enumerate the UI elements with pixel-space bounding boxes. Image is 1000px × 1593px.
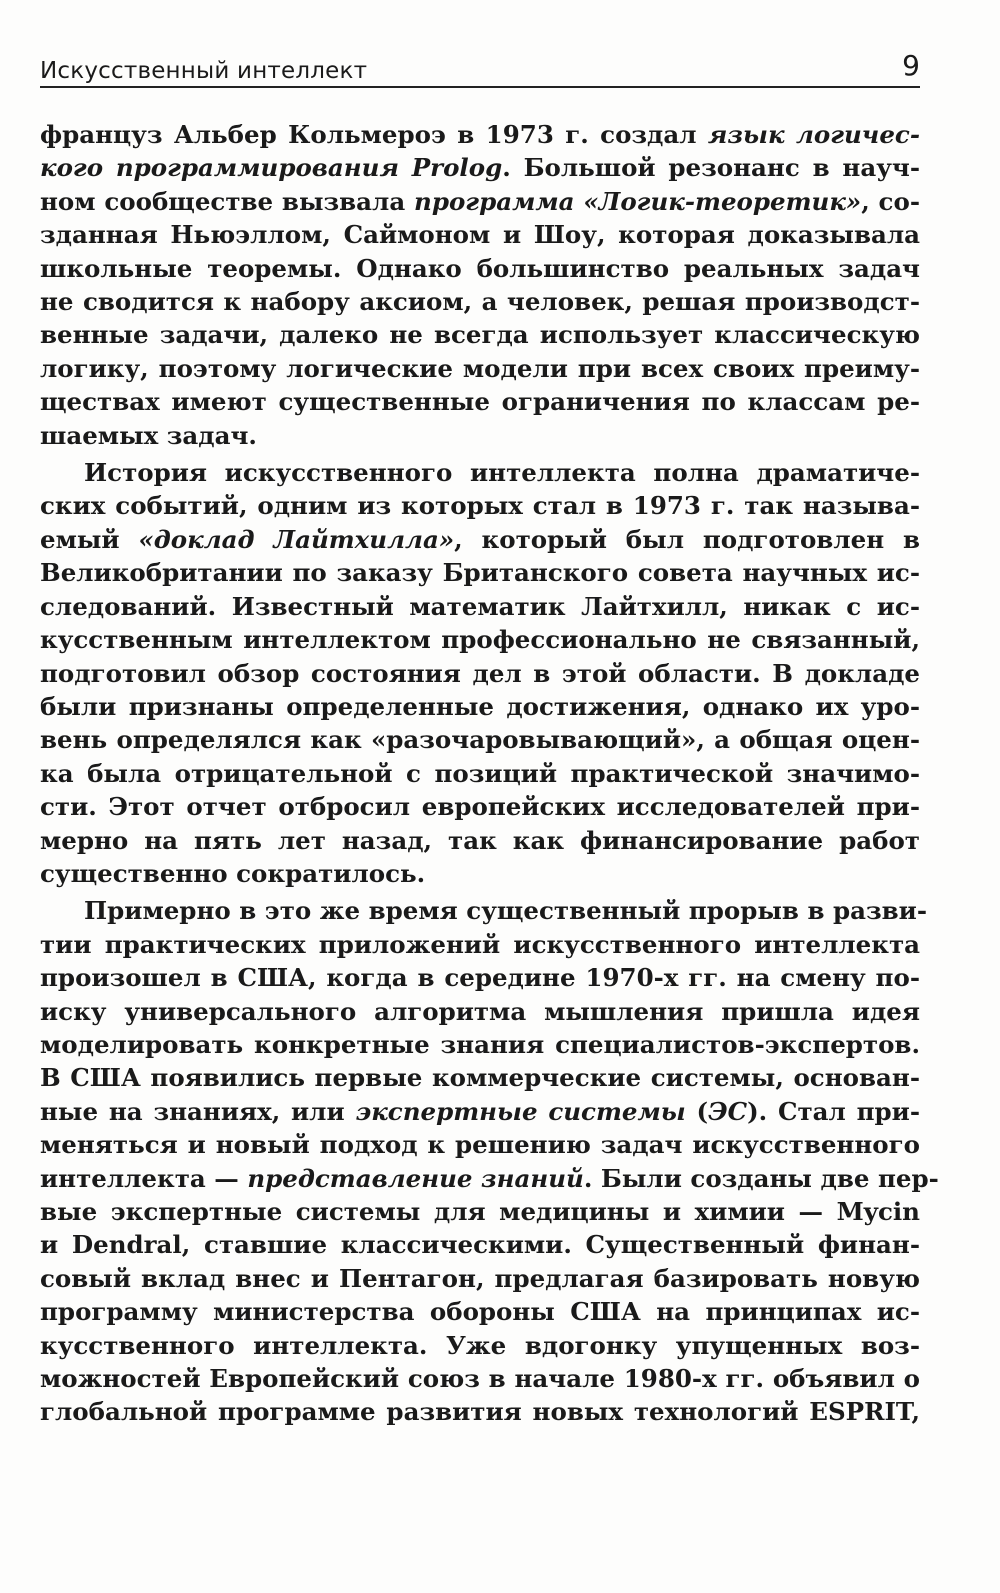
text-line: существенно сократилось. (40, 858, 426, 888)
page-number: 9 (902, 49, 920, 82)
paragraph (40, 456, 920, 890)
header-title: Искусственный интеллект (40, 58, 368, 84)
text-line: и Dendral, ставшие классическими. Существенный финан- (40, 1230, 920, 1260)
italic-term: ЭС (708, 1096, 748, 1126)
text-line: логику, поэтому логические модели при всех своих преиму- (40, 353, 920, 383)
text-line: Примерно в это же время существенный прорыв в разви- (84, 896, 928, 926)
text-line: венные задачи, далеко не всегда использует классическую (40, 320, 920, 350)
text-line: подготовил обзор состояния дел в этой области. В докладе (40, 658, 920, 688)
text-line: ные на знаниях, или экспертные системы (ЭС). Стал при- (40, 1096, 920, 1126)
text-line: сти. Этот отчет отбросил европейских исследователей при- (40, 792, 920, 822)
italic-term: «доклад Лайтхилла» (138, 524, 455, 554)
text-line: моделировать конкретные знания специалистов-экспертов. (40, 1029, 920, 1059)
text-line: тии практических приложений искусственного интеллекта (40, 929, 920, 959)
text-line: вые экспертные системы для медицины и химии — Mycin (40, 1197, 920, 1226)
text-line: интеллекта — представление знаний. Были созданы две пер- (40, 1163, 939, 1193)
text-line: ном сообществе вызвала программа «Логик-теоретик», со- (40, 186, 920, 216)
text-line: совый вклад внес и Пентагон, предлагая базировать новую (40, 1263, 920, 1293)
text-line: следований. Известный математик Лайтхилл, никак с ис- (40, 591, 920, 621)
running-header (40, 49, 920, 88)
text-line: Великобритании по заказу Британского совета научных ис- (40, 558, 920, 588)
text-line: меняться и новый подход к решению задач искусственного (40, 1130, 920, 1160)
italic-term: экспертные системы (355, 1096, 686, 1126)
text-line: зданная Ньюэллом, Саймоном и Шоу, которая доказывала (40, 220, 920, 250)
text-line: ществах имеют существенные ограничения по классам ре- (40, 387, 920, 417)
italic-term: язык логичес- (707, 120, 920, 149)
text-line: ских событий, одним из которых стал в 1973 г. так называ- (40, 491, 920, 521)
italic-term: представление знаний (247, 1163, 584, 1193)
text-line: В США появились первые коммерческие системы, основан- (40, 1063, 920, 1093)
text-line: кусственным интеллектом профессионально не связанный, (40, 625, 920, 655)
text-line: кусственного интеллекта. Уже вдогонку упущенных воз- (40, 1330, 920, 1360)
text-line: были признаны определенные достижения, однако их уро- (40, 691, 920, 721)
italic-term: кого программирования Prolog (40, 153, 503, 183)
text-line: мерно на пять лет назад, так как финансирование работ (40, 825, 920, 855)
text-line: шаемых задач. (40, 420, 257, 450)
text-line: История искусственного интеллекта полна драматиче- (84, 458, 920, 488)
text-line: иску универсального алгоритма мышления пришла идея (40, 996, 920, 1026)
body-text (40, 118, 939, 1433)
text-line: не сводится к набору аксиом, а человек, решая производст- (40, 287, 920, 317)
text-line: произошел в США, когда в середине 1970-х гг. на смену по- (40, 963, 920, 993)
text-line: школьные теоремы. Однако большинство реальных задач (40, 253, 920, 283)
text-line: кого программирования Prolog. Большой резонанс в науч- (40, 153, 921, 183)
text-line: ка была отрицательной с позиций практической значимо- (40, 758, 920, 788)
text-line: программу министерства обороны США на принципах ис- (40, 1297, 920, 1327)
text-line: глобальной программе развития новых технологий ESPRIT, (40, 1397, 920, 1427)
italic-term: программа «Логик-теоретик» (414, 186, 862, 216)
text-line: емый «доклад Лайтхилла», который был подготовлен в (40, 524, 920, 554)
text-line: француз Альбер Кольмероэ в 1973 г. создал язык логичес- (40, 120, 920, 149)
paragraph (40, 894, 939, 1429)
text-line: вень определялся как «разочаровывающий», а общая оцен- (40, 725, 920, 755)
text-line: можностей Европейский союз в начале 1980-х гг. объявил о (40, 1364, 920, 1394)
paragraph (40, 118, 920, 452)
